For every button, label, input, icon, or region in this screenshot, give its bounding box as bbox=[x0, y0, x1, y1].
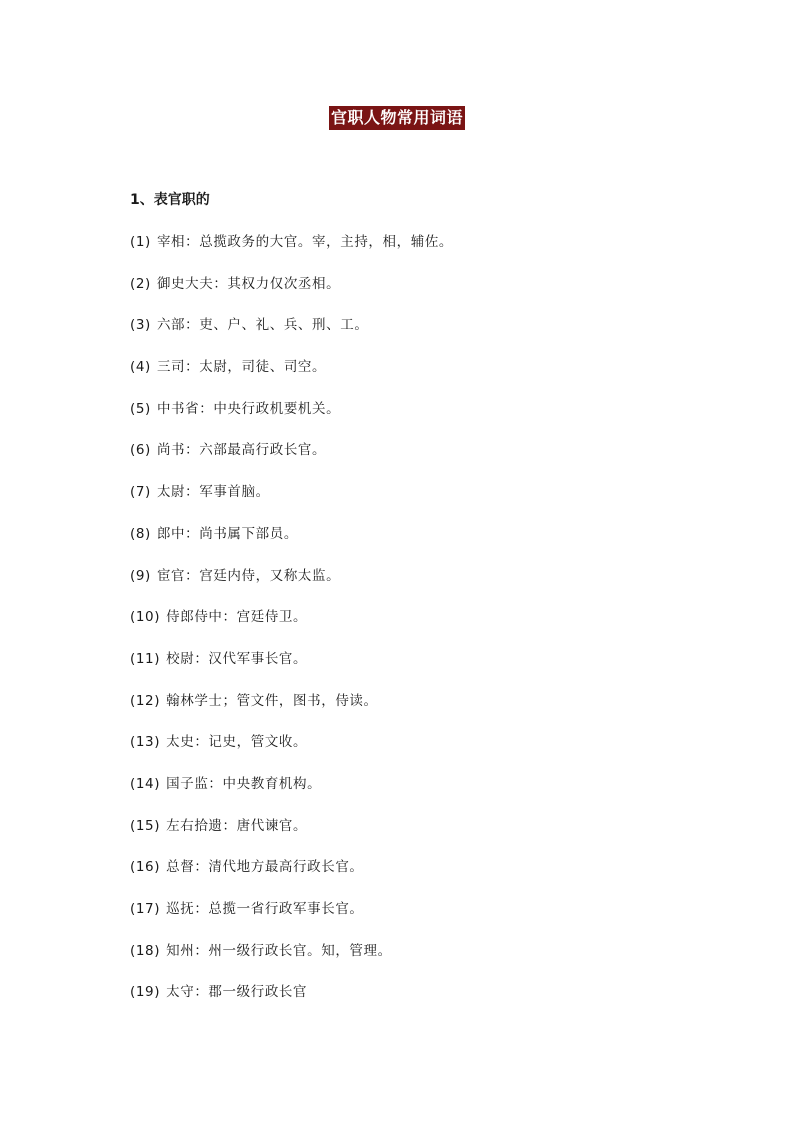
item-text: 太史：记史，管文收。 bbox=[166, 734, 308, 751]
list-item bbox=[130, 691, 690, 733]
list-item bbox=[130, 816, 690, 858]
list-item bbox=[130, 732, 690, 774]
item-number: (3) bbox=[130, 317, 151, 334]
list-item bbox=[130, 774, 690, 816]
item-text: 宦官：宫廷内侍，又称太监。 bbox=[156, 567, 341, 584]
list-item bbox=[130, 399, 690, 441]
list-item bbox=[130, 857, 690, 899]
item-number: (7) bbox=[130, 484, 151, 501]
list-item bbox=[130, 440, 690, 482]
item-text: 尚书：六部最高行政长官。 bbox=[156, 442, 327, 459]
item-number: (8) bbox=[130, 525, 151, 542]
item-text: 巡抚：总揽一省行政军事长官。 bbox=[166, 901, 364, 917]
item-number: (15) bbox=[130, 817, 161, 834]
item-text: 宰相：总揽政务的大官。宰，主持，相，辅佐。 bbox=[156, 234, 454, 250]
list-item bbox=[130, 357, 690, 399]
item-text: 御史大夫：其权力仅次丞相。 bbox=[156, 275, 341, 292]
item-text: 太守：郡一级行政长官 bbox=[166, 984, 308, 1001]
item-number: (9) bbox=[130, 567, 151, 584]
item-number: (5) bbox=[130, 400, 151, 417]
item-number: (16) bbox=[130, 859, 161, 876]
item-number: (6) bbox=[130, 442, 151, 459]
item-text: 中书省：中央行政机要机关。 bbox=[156, 400, 341, 417]
section-heading: 1、表官职的 bbox=[130, 192, 210, 208]
item-text: 侍郎侍中：宫廷侍卫。 bbox=[166, 609, 308, 626]
item-number: (14) bbox=[130, 775, 161, 792]
list-item bbox=[130, 899, 690, 941]
item-text: 郎中：尚书属下部员。 bbox=[156, 525, 298, 542]
item-text: 校尉：汉代军事长官。 bbox=[166, 650, 308, 667]
item-number: (19) bbox=[130, 984, 161, 1001]
item-number: (4) bbox=[130, 359, 151, 376]
title-container bbox=[0, 106, 794, 130]
item-text: 六部：吏、户、礼、兵、刑、工。 bbox=[156, 317, 369, 334]
item-text: 左右拾遗：唐代谏官。 bbox=[166, 817, 308, 834]
item-text: 翰林学士；管文件，图书，侍读。 bbox=[166, 692, 378, 709]
list-item bbox=[130, 941, 690, 983]
list-item bbox=[130, 566, 690, 608]
item-text: 知州：州一级行政长官。知，管理。 bbox=[166, 942, 392, 959]
item-number: (11) bbox=[130, 650, 161, 667]
list-item bbox=[130, 982, 690, 1024]
item-number: (10) bbox=[130, 609, 161, 626]
list-item bbox=[130, 315, 690, 357]
item-number: (12) bbox=[130, 692, 161, 709]
list-item bbox=[130, 649, 690, 691]
list-item bbox=[130, 607, 690, 649]
term-list bbox=[130, 232, 690, 1024]
item-text: 三司：太尉，司徒、司空。 bbox=[156, 359, 327, 376]
item-number: (13) bbox=[130, 734, 161, 751]
item-text: 太尉：军事首脑。 bbox=[156, 484, 270, 501]
item-text: 国子监：中央教育机构。 bbox=[166, 775, 322, 792]
list-item bbox=[130, 482, 690, 524]
item-number: (18) bbox=[130, 942, 161, 959]
document-title: 官职人物常用词语 bbox=[329, 106, 465, 130]
item-number: (17) bbox=[130, 901, 161, 917]
list-item bbox=[130, 524, 690, 566]
list-item bbox=[130, 232, 690, 274]
list-item bbox=[130, 274, 690, 316]
item-number: (2) bbox=[130, 275, 151, 292]
item-text: 总督：清代地方最高行政长官。 bbox=[166, 859, 364, 876]
item-number: (1) bbox=[130, 234, 151, 250]
